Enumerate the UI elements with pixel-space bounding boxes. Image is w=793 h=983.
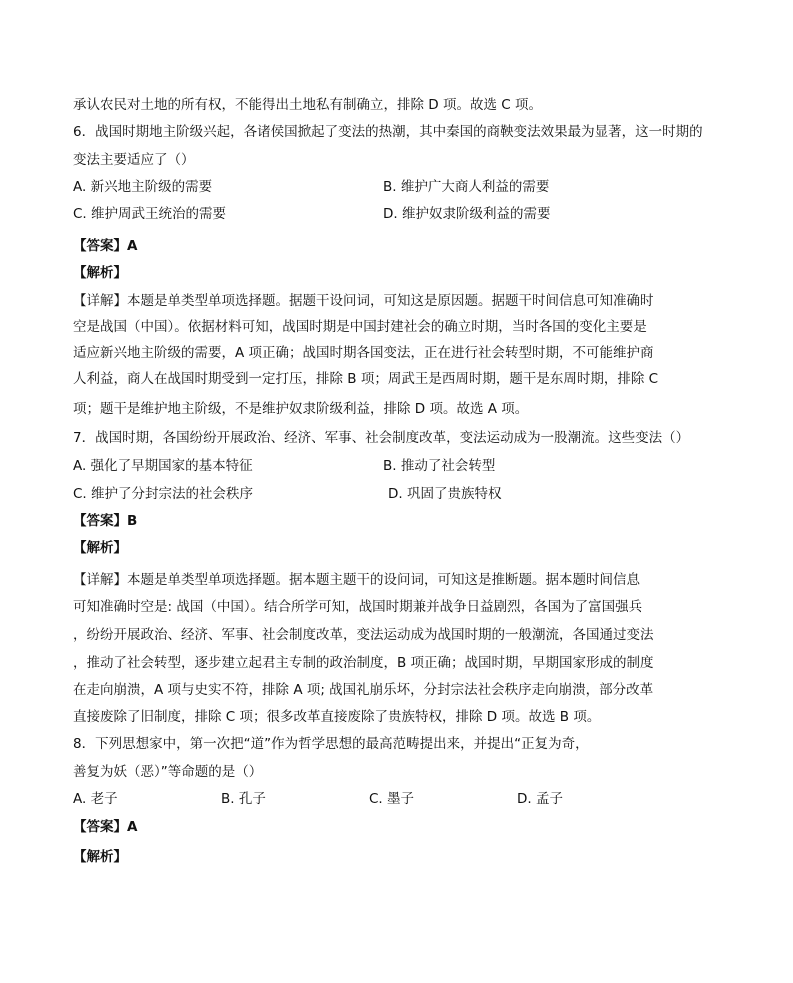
question-7-stem-line-1: 7．战国时期，各国纷纷开展政治、经济、军事、社会制度改革，变法运动成为一股潮流。这些变法（） xyxy=(73,430,690,446)
question-6-option-a: A. 新兴地主阶级的需要 xyxy=(73,179,213,195)
question-6-detail-line-3: 适应新兴地主阶级的需要，A 项正确；战国时期各国变法，正在进行社会转型时期，不可能维护商 xyxy=(73,345,654,361)
question-7-option-b: B. 推动了社会转型 xyxy=(383,458,496,474)
question-7-analysis-title: 【解析】 xyxy=(73,540,127,556)
question-7-answer: 【答案】B xyxy=(73,513,138,529)
question-6-stem-line-1: 6．战国时期地主阶级兴起，各诸侯国掀起了变法的热潮，其中秦国的商鞅变法效果最为显著，这一时期的 xyxy=(73,124,703,140)
question-7-option-d: D. 巩固了贵族特权 xyxy=(388,486,502,502)
question-7-detail-line-6: 直接废除了旧制度，排除 C 项；很多改革直接废除了贵族特权，排除 D 项。故选 B 项。 xyxy=(73,709,601,725)
question-7-detail-line-2: 可知准确时空是: 战国（中国）。结合所学可知，战国时期兼并战争日益剧烈，各国为了富国强兵 xyxy=(73,599,643,615)
question-7-detail-line-4: ，推动了社会转型，逐步建立起君主专制的政治制度，B 项正确；战国时期，早期国家形成的制度 xyxy=(73,655,654,671)
question-6-option-b: B. 维护广大商人利益的需要 xyxy=(383,179,550,195)
question-6-option-c: C. 维护周武王统治的需要 xyxy=(73,206,227,222)
question-8-option-d: D. 孟子 xyxy=(517,791,563,807)
intro-line: 承认农民对土地的所有权，不能得出土地私有制确立，排除 D 项。故选 C 项。 xyxy=(73,97,542,113)
question-7-option-c: C. 维护了分封宗法的社会秩序 xyxy=(73,486,254,502)
question-7-detail-line-3: ，纷纷开展政治、经济、军事、社会制度改革，变法运动成为战国时期的一般潮流，各国通过变法 xyxy=(73,627,654,643)
question-7-detail-line-1: 【详解】本题是单类型单项选择题。据本题主题干的设问词，可知这是推断题。据本题时间信息 xyxy=(73,572,640,588)
question-8-stem-line-1: 8．下列思想家中，第一次把“道”作为哲学思想的最高范畴提出来，并提出“正复为奇， xyxy=(73,736,589,752)
question-6-stem-line-2: 变法主要适应了（） xyxy=(73,152,195,168)
question-6-detail-line-5: 项；题干是维护地主阶级，不是维护奴隶阶级利益，排除 D 项。故选 A 项。 xyxy=(73,401,529,417)
question-7-option-a: A. 强化了早期国家的基本特征 xyxy=(73,458,253,474)
question-8-stem-line-2: 善复为妖（恶）”等命题的是（） xyxy=(73,764,263,780)
question-8-option-b: B. 孔子 xyxy=(221,791,266,807)
question-6-detail-line-4: 人利益，商人在战国时期受到一定打压，排除 B 项；周武王是西周时期，题干是东周时期，排除 C xyxy=(73,371,659,387)
question-6-option-d: D. 维护奴隶阶级利益的需要 xyxy=(383,206,551,222)
question-6-detail-line-1: 【详解】本题是单类型单项选择题。据题干设问词，可知这是原因题。据题干时间信息可知准确时 xyxy=(73,293,654,309)
question-6-detail-line-2: 空是战国（中国）。依据材料可知，战国时期是中国封建社会的确立时期，当时各国的变化主要是 xyxy=(73,319,647,335)
question-6-analysis-title: 【解析】 xyxy=(73,265,127,281)
question-8-answer: 【答案】A xyxy=(73,819,138,835)
question-8-option-a: A. 老子 xyxy=(73,791,118,807)
question-8-analysis-title: 【解析】 xyxy=(73,849,127,865)
question-7-detail-line-5: 在走向崩溃，A 项与史实不符，排除 A 项; 战国礼崩乐坏，分封宗法社会秩序走向崩溃，部分改革 xyxy=(73,682,654,698)
question-8-option-c: C. 墨子 xyxy=(369,791,415,807)
question-6-answer: 【答案】A xyxy=(73,238,138,254)
